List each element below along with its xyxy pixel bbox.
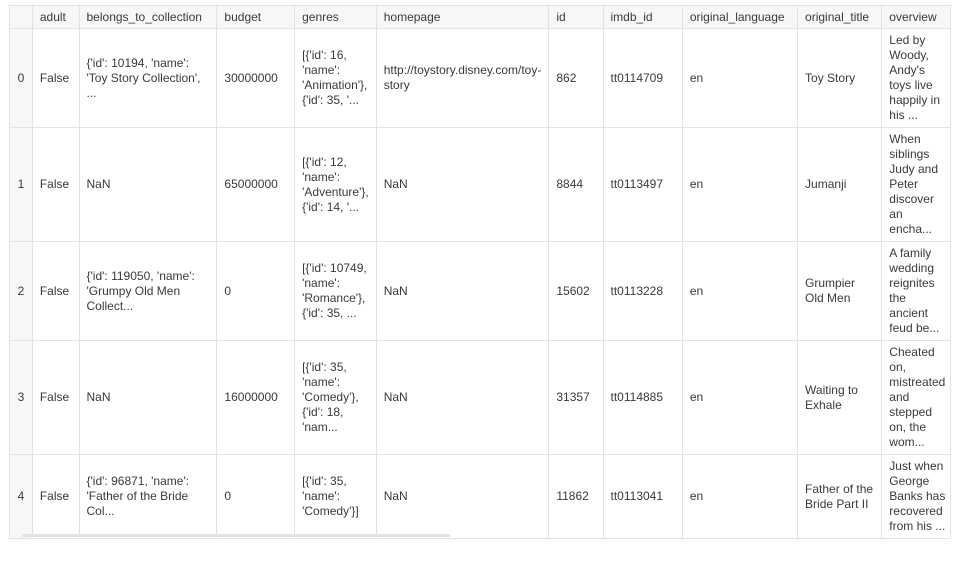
- row-index: 4: [10, 455, 33, 539]
- cell-overview-text: Just when George Banks has recovered from his ...: [889, 459, 946, 533]
- cell-adult: False: [32, 128, 79, 242]
- cell-imdb-id: tt0113041: [603, 455, 682, 539]
- cell-original-language: en: [682, 455, 797, 539]
- dataframe-table: [9, 5, 951, 538]
- cell-genres: [{'id': 10749, 'name': 'Romance'}, {'id': 35, ...: [295, 242, 377, 341]
- cell-overview: [882, 128, 951, 242]
- cell-belongs-to-collection: NaN: [79, 341, 217, 455]
- cell-id: 862: [549, 29, 603, 128]
- cell-imdb-id: tt0113228: [603, 242, 682, 341]
- header-row: [10, 6, 951, 29]
- cell-genres: [{'id': 16, 'name': 'Animation'}, {'id': 35, '...: [295, 29, 377, 128]
- header-genres[interactable]: genres: [295, 6, 377, 29]
- cell-overview: [882, 29, 951, 128]
- cell-original-language: en: [682, 128, 797, 242]
- cell-original-title: Grumpier Old Men: [798, 242, 882, 341]
- header-overview[interactable]: overview: [882, 6, 951, 29]
- cell-overview: [882, 242, 951, 341]
- cell-adult: False: [32, 455, 79, 539]
- cell-original-title: Jumanji: [798, 128, 882, 242]
- row-index: 0: [10, 29, 33, 128]
- table-row: [10, 455, 951, 539]
- cell-genres: [{'id': 35, 'name': 'Comedy'}]: [295, 455, 377, 539]
- cell-id: 15602: [549, 242, 603, 341]
- table-row: [10, 341, 951, 455]
- header-id[interactable]: id: [549, 6, 603, 29]
- row-index: 3: [10, 341, 33, 455]
- table-bottom-divider: [9, 538, 951, 539]
- horizontal-scrollbar[interactable]: [22, 534, 450, 537]
- cell-imdb-id: tt0114885: [603, 341, 682, 455]
- header-homepage[interactable]: homepage: [376, 6, 549, 29]
- cell-id: 31357: [549, 341, 603, 455]
- cell-overview-text: When siblings Judy and Peter discover an encha...: [889, 132, 938, 236]
- table-row: [10, 128, 951, 242]
- cell-belongs-to-collection: NaN: [79, 128, 217, 242]
- row-index: 1: [10, 128, 33, 242]
- table-row: [10, 242, 951, 341]
- cell-genres: [{'id': 12, 'name': 'Adventure'}, {'id': 14, '...: [295, 128, 377, 242]
- cell-id: 11862: [549, 455, 603, 539]
- cell-overview-text: Cheated on, mistreated and stepped on, the wom...: [889, 345, 946, 449]
- header-budget[interactable]: budget: [217, 6, 295, 29]
- cell-budget: 0: [217, 242, 295, 341]
- cell-homepage: http://toystory.disney.com/toy-story: [376, 29, 549, 128]
- cell-overview-text: Led by Woody, Andy's toys live happily in his ...: [889, 33, 940, 122]
- cell-original-language: en: [682, 341, 797, 455]
- header-index: [10, 6, 33, 29]
- cell-adult: False: [32, 341, 79, 455]
- cell-belongs-to-collection: {'id': 119050, 'name': 'Grumpy Old Men Collect...: [79, 242, 217, 341]
- cell-homepage: NaN: [376, 242, 549, 341]
- cell-overview: [882, 341, 951, 455]
- cell-overview-text: A family wedding reignites the ancient feud be...: [889, 246, 940, 335]
- cell-overview: [882, 455, 951, 539]
- cell-original-title: Toy Story: [798, 29, 882, 128]
- cell-original-language: en: [682, 29, 797, 128]
- dataframe-table-container[interactable]: [9, 5, 951, 538]
- cell-homepage: NaN: [376, 128, 549, 242]
- cell-budget: 30000000: [217, 29, 295, 128]
- cell-budget: 65000000: [217, 128, 295, 242]
- cell-adult: False: [32, 29, 79, 128]
- header-imdb-id[interactable]: imdb_id: [603, 6, 682, 29]
- cell-id: 8844: [549, 128, 603, 242]
- cell-budget: 0: [217, 455, 295, 539]
- cell-genres: [{'id': 35, 'name': 'Comedy'}, {'id': 18, 'nam...: [295, 341, 377, 455]
- header-original-language[interactable]: original_language: [682, 6, 797, 29]
- header-adult[interactable]: adult: [32, 6, 79, 29]
- cell-homepage: NaN: [376, 455, 549, 539]
- header-original-title[interactable]: original_title: [798, 6, 882, 29]
- row-index: 2: [10, 242, 33, 341]
- cell-original-title: Father of the Bride Part II: [798, 455, 882, 539]
- cell-homepage: NaN: [376, 341, 549, 455]
- cell-imdb-id: tt0113497: [603, 128, 682, 242]
- cell-adult: False: [32, 242, 79, 341]
- cell-belongs-to-collection: {'id': 10194, 'name': 'Toy Story Collection', ...: [79, 29, 217, 128]
- cell-belongs-to-collection: {'id': 96871, 'name': 'Father of the Bride Col...: [79, 455, 217, 539]
- cell-budget: 16000000: [217, 341, 295, 455]
- cell-imdb-id: tt0114709: [603, 29, 682, 128]
- header-belongs-to-collection[interactable]: belongs_to_collection: [79, 6, 217, 29]
- cell-original-title: Waiting to Exhale: [798, 341, 882, 455]
- cell-original-language: en: [682, 242, 797, 341]
- table-row: [10, 29, 951, 128]
